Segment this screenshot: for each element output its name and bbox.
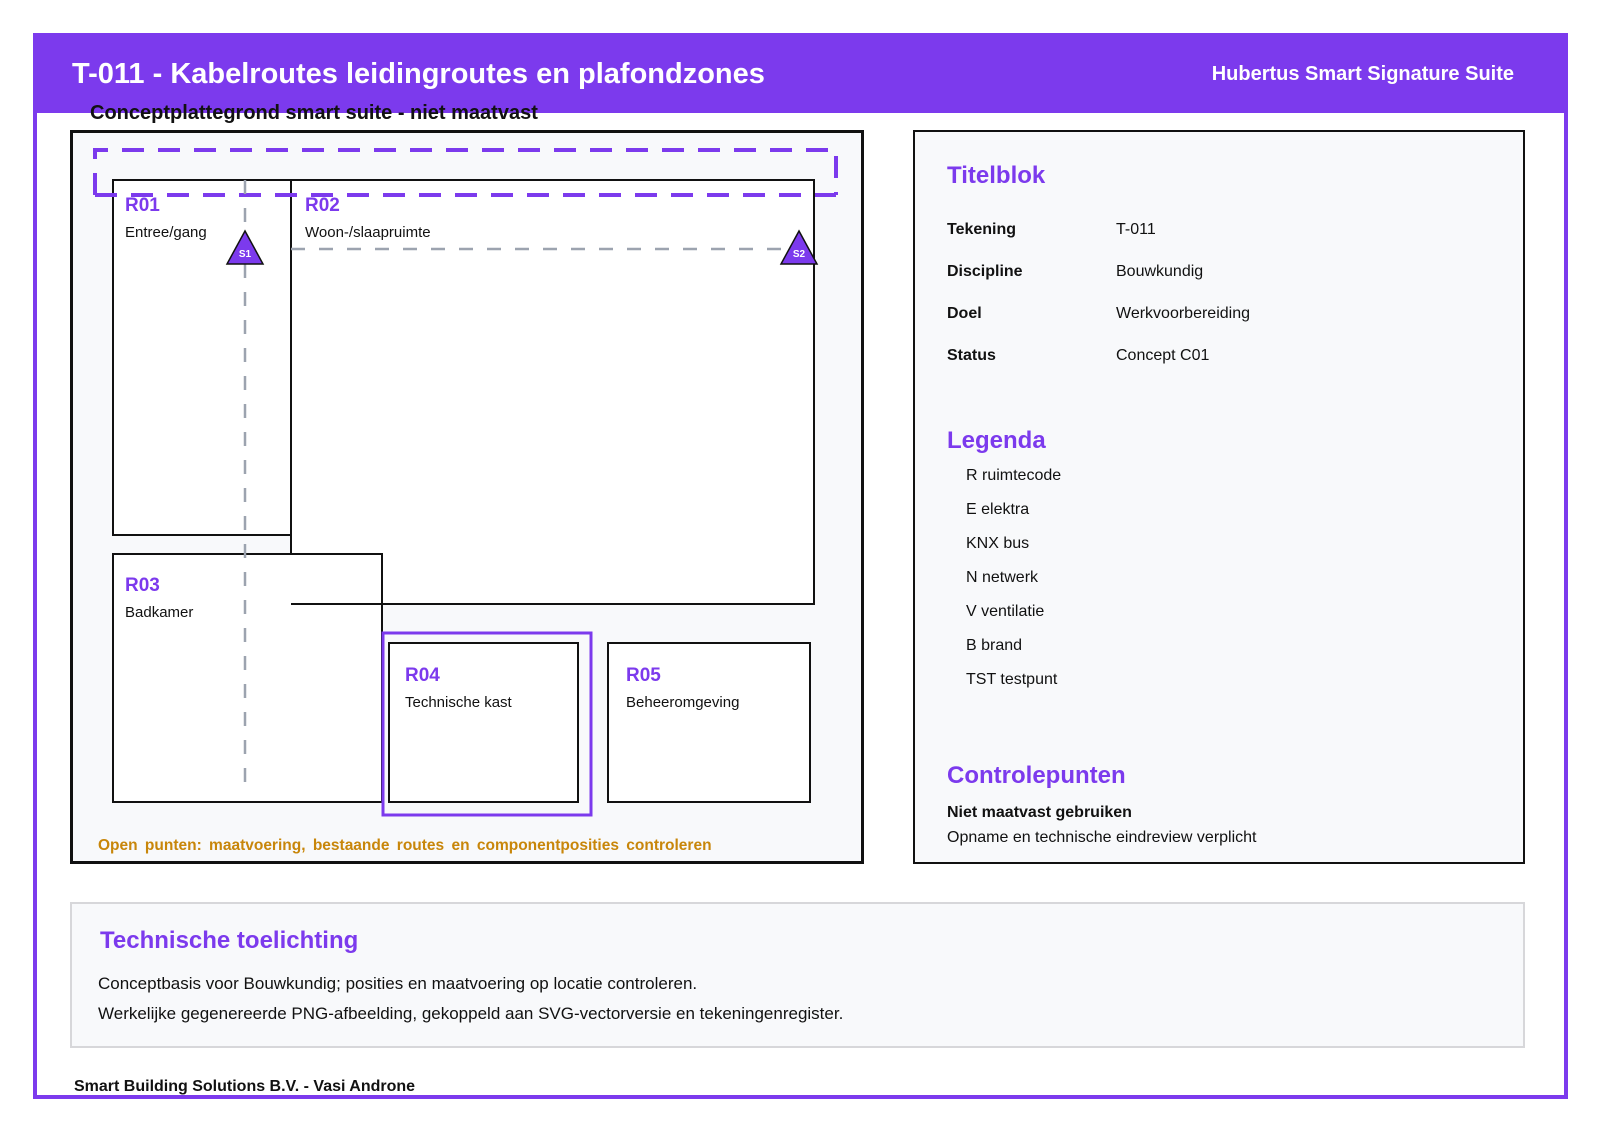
titleblock-value: T-011	[1116, 221, 1156, 238]
floor-plan-drawing	[73, 133, 867, 867]
room-code-r03: R03	[125, 575, 160, 596]
titleblock-value: Concept C01	[1116, 347, 1210, 364]
room-code-r05: R05	[626, 665, 661, 686]
room-code-r02: R02	[305, 195, 340, 216]
marker-s1-label: S1	[238, 249, 252, 260]
titleblock-key: Doel	[947, 305, 982, 322]
legend-item: N netwerk	[966, 569, 1039, 586]
legend-heading: Legenda	[947, 427, 1046, 454]
legend-item: E elektra	[966, 501, 1030, 518]
suite-name: Hubertus Smart Signature Suite	[1211, 63, 1514, 85]
tech-notes-heading: Technische toelichting	[100, 927, 359, 954]
titleblock-heading: Titelblok	[947, 162, 1046, 189]
room-name-r04: Technische kast	[405, 694, 512, 711]
legend-item: B brand	[966, 637, 1023, 654]
drawing-title: T-011 - Kabelroutes leidingroutes en plafondzones	[72, 58, 765, 90]
controls-text: Opname en technische eindreview verplicht	[947, 829, 1257, 846]
tech-notes-line: Werkelijke gegenereerde PNG-afbeelding, gekoppeld aan SVG-vectorversie en tekeningenregister.	[98, 1004, 844, 1023]
room-name-r05: Beheeromgeving	[626, 694, 740, 711]
titleblock-key: Discipline	[947, 263, 1023, 280]
room-name-r03: Badkamer	[125, 604, 194, 621]
plan-subtitle: Conceptplattegrond smart suite - niet maatvast	[90, 102, 538, 124]
legend-item: R ruimtecode	[966, 467, 1062, 484]
legend-item: TST testpunt	[966, 671, 1058, 688]
tech-notes-line: Conceptbasis voor Bouwkundig; posities en maatvoering op locatie controleren.	[98, 974, 698, 993]
legend-item: V ventilatie	[966, 603, 1045, 620]
legend-item: KNX bus	[966, 535, 1030, 552]
titleblock-value: Bouwkundig	[1116, 263, 1204, 280]
info-panel	[913, 130, 1525, 864]
room-r02-outline	[291, 180, 814, 604]
titleblock-key: Tekening	[947, 221, 1017, 238]
room-code-r01: R01	[125, 195, 160, 216]
room-name-r01: Entree/gang	[125, 224, 207, 241]
room-code-r04: R04	[405, 665, 440, 686]
controls-heading: Controlepunten	[947, 762, 1126, 789]
footer-company: Smart Building Solutions B.V. - Vasi Androne	[74, 1078, 416, 1095]
titleblock-value: Werkvoorbereiding	[1116, 305, 1250, 322]
open-points-note: Open punten: maatvoering, bestaande routes en componentposities controleren	[98, 837, 712, 854]
controls-warning: Niet maatvast gebruiken	[947, 804, 1132, 821]
marker-s2-label: S2	[792, 249, 806, 260]
room-name-r02: Woon-/slaapruimte	[305, 224, 431, 241]
titleblock-key: Status	[947, 347, 996, 364]
